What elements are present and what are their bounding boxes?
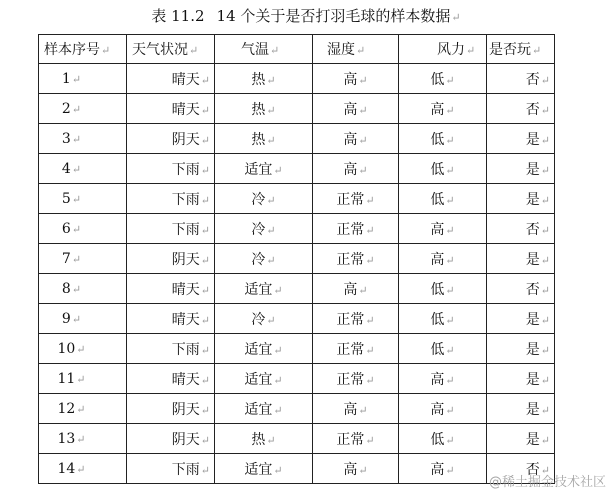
paragraph-mark-icon: ↵ xyxy=(445,313,455,327)
outlook-cell: 下雨↵ xyxy=(127,154,215,184)
play-cell: 否↵ xyxy=(487,94,555,124)
temperature-cell: 适宜↵ xyxy=(215,154,313,184)
paragraph-mark-icon: ↵ xyxy=(266,433,276,447)
paragraph-mark-icon: ↵ xyxy=(200,223,210,237)
wind-cell: 低↵ xyxy=(399,184,487,214)
temperature-cell: 热↵ xyxy=(215,64,313,94)
table-row xyxy=(39,454,555,484)
paragraph-mark-icon: ↵ xyxy=(200,403,210,417)
temperature-cell: 适宜↵ xyxy=(215,364,313,394)
paragraph-mark-icon: ↵ xyxy=(540,283,550,297)
paragraph-mark-icon: ↵ xyxy=(358,73,368,87)
paragraph-mark-icon: ↵ xyxy=(266,73,276,87)
temperature-cell: 冷↵ xyxy=(215,304,313,334)
watermark: @稀土掘金技术社区 xyxy=(488,475,606,490)
paragraph-mark-icon: ↵ xyxy=(71,282,82,296)
paragraph-mark-icon: ↵ xyxy=(540,403,550,417)
paragraph-mark-icon: ↵ xyxy=(358,103,368,117)
paragraph-mark-icon: ↵ xyxy=(358,133,368,147)
paragraph-mark-icon: ↵ xyxy=(200,463,210,477)
humidity-cell: 正常↵ xyxy=(313,184,399,214)
header-cell-play: 是否玩↵ xyxy=(487,35,555,64)
table-row xyxy=(39,394,555,424)
paragraph-mark-icon: ↵ xyxy=(273,463,283,477)
outlook-cell: 阴天↵ xyxy=(127,394,215,424)
play-cell: 否↵ xyxy=(487,214,555,244)
paragraph-mark-icon: ↵ xyxy=(270,44,280,57)
play-cell: 是↵ xyxy=(487,334,555,364)
paragraph-mark-icon: ↵ xyxy=(445,133,455,147)
paragraph-mark-icon: ↵ xyxy=(532,44,542,57)
play-cell: 是↵ xyxy=(487,154,555,184)
sample-id-cell: 3↵ xyxy=(39,124,127,154)
paragraph-mark-icon: ↵ xyxy=(273,283,283,297)
paragraph-mark-icon: ↵ xyxy=(445,463,455,477)
paragraph-mark-icon: ↵ xyxy=(273,163,283,177)
sample-id-cell: 6↵ xyxy=(39,214,127,244)
outlook-cell: 晴天↵ xyxy=(127,94,215,124)
paragraph-mark-icon: ↵ xyxy=(71,102,82,116)
paragraph-mark-icon: ↵ xyxy=(358,463,368,477)
paragraph-mark-icon: ↵ xyxy=(266,133,276,147)
outlook-cell: 下雨↵ xyxy=(127,334,215,364)
paragraph-mark-icon: ↵ xyxy=(273,403,283,417)
humidity-cell: 高↵ xyxy=(313,394,399,424)
wind-cell: 高↵ xyxy=(399,454,487,484)
sample-id-cell: 11↵ xyxy=(39,364,127,394)
temperature-cell: 冷↵ xyxy=(215,244,313,274)
paragraph-mark-icon: ↵ xyxy=(71,132,82,146)
wind-cell: 高↵ xyxy=(399,364,487,394)
humidity-cell: 高↵ xyxy=(313,274,399,304)
paragraph-mark-icon: ↵ xyxy=(71,312,82,326)
paragraph-mark-icon: ↵ xyxy=(540,313,550,327)
caption-title: 14 个关于是否打羽毛球的样本数据 xyxy=(216,7,451,25)
wind-cell: 低↵ xyxy=(399,64,487,94)
table-row xyxy=(39,274,555,304)
humidity-cell: 正常↵ xyxy=(313,244,399,274)
table-row xyxy=(39,154,555,184)
humidity-cell: 正常↵ xyxy=(313,304,399,334)
sample-id-cell: 8↵ xyxy=(39,274,127,304)
outlook-cell: 下雨↵ xyxy=(127,454,215,484)
sample-id-cell: 13↵ xyxy=(39,424,127,454)
paragraph-mark-icon: ↵ xyxy=(200,313,210,327)
header-cell-temperature: 气温↵ xyxy=(215,35,313,64)
outlook-cell: 阴天↵ xyxy=(127,244,215,274)
wind-cell: 低↵ xyxy=(399,154,487,184)
paragraph-mark-icon: ↵ xyxy=(71,192,82,206)
paragraph-mark-icon: ↵ xyxy=(540,163,550,177)
paragraph-mark-icon: ↵ xyxy=(540,133,550,147)
table-row xyxy=(39,64,555,94)
paragraph-mark-icon: ↵ xyxy=(200,283,210,297)
paragraph-mark-icon: ↵ xyxy=(466,44,476,57)
paragraph-mark-icon: ↵ xyxy=(358,283,368,297)
paragraph-mark-icon: ↵ xyxy=(76,402,86,416)
paragraph-mark-icon: ↵ xyxy=(71,162,82,176)
paragraph-mark-icon: ↵ xyxy=(200,103,210,117)
table-row xyxy=(39,124,555,154)
wind-cell: 低↵ xyxy=(399,124,487,154)
sample-id-cell: 12↵ xyxy=(39,394,127,424)
sample-data-table xyxy=(38,34,555,484)
paragraph-mark-icon: ↵ xyxy=(445,103,455,117)
paragraph-mark-icon: ↵ xyxy=(76,372,86,386)
paragraph-mark-icon: ↵ xyxy=(358,403,368,417)
header-cell-sample-id: 样本序号↵ xyxy=(39,35,127,64)
humidity-cell: 高↵ xyxy=(313,454,399,484)
paragraph-mark-icon: ↵ xyxy=(76,432,86,446)
humidity-cell: 正常↵ xyxy=(313,334,399,364)
paragraph-mark-icon: ↵ xyxy=(200,133,210,147)
paragraph-mark-icon: ↵ xyxy=(365,223,375,237)
play-cell: 是↵ xyxy=(487,244,555,274)
paragraph-mark-icon: ↵ xyxy=(200,193,210,207)
paragraph-mark-icon: ↵ xyxy=(445,373,455,387)
paragraph-mark-icon: ↵ xyxy=(200,433,210,447)
play-cell: 是↵ xyxy=(487,394,555,424)
wind-cell: 高↵ xyxy=(399,94,487,124)
paragraph-mark-icon: ↵ xyxy=(365,313,375,327)
play-cell: 否↵ xyxy=(487,274,555,304)
header-cell-humidity: 湿度↵ xyxy=(313,35,399,64)
sample-id-cell: 9↵ xyxy=(39,304,127,334)
wind-cell: 低↵ xyxy=(399,274,487,304)
paragraph-mark-icon: ↵ xyxy=(445,193,455,207)
wind-cell: 高↵ xyxy=(399,394,487,424)
paragraph-mark-icon: ↵ xyxy=(200,163,210,177)
play-cell: 是↵ xyxy=(487,124,555,154)
temperature-cell: 冷↵ xyxy=(215,214,313,244)
paragraph-mark-icon: ↵ xyxy=(445,283,455,297)
play-cell: 是↵ xyxy=(487,364,555,394)
sample-id-cell: 1↵ xyxy=(39,64,127,94)
sample-id-cell: 5↵ xyxy=(39,184,127,214)
temperature-cell: 冷↵ xyxy=(215,184,313,214)
header-cell-wind: 风力↵ xyxy=(399,35,487,64)
paragraph-mark-icon: ↵ xyxy=(266,313,276,327)
table-row xyxy=(39,334,555,364)
paragraph-mark-icon: ↵ xyxy=(540,193,550,207)
sample-id-cell: 14↵ xyxy=(39,454,127,484)
paragraph-mark-icon: ↵ xyxy=(266,193,276,207)
paragraph-mark-icon: ↵ xyxy=(540,343,550,357)
temperature-cell: 热↵ xyxy=(215,94,313,124)
paragraph-mark-icon: ↵ xyxy=(451,11,461,24)
paragraph-mark-icon: ↵ xyxy=(266,103,276,117)
paragraph-mark-icon: ↵ xyxy=(71,222,82,236)
paragraph-mark-icon: ↵ xyxy=(189,44,199,57)
play-cell: 是↵ xyxy=(487,424,555,454)
outlook-cell: 晴天↵ xyxy=(127,364,215,394)
paragraph-mark-icon: ↵ xyxy=(200,343,210,357)
humidity-cell: 正常↵ xyxy=(313,424,399,454)
paragraph-mark-icon: ↵ xyxy=(540,373,550,387)
header-cell-outlook: 天气状况↵ xyxy=(127,35,215,64)
wind-cell: 高↵ xyxy=(399,214,487,244)
outlook-cell: 晴天↵ xyxy=(127,274,215,304)
temperature-cell: 适宜↵ xyxy=(215,394,313,424)
paragraph-mark-icon: ↵ xyxy=(445,253,455,267)
wind-cell: 低↵ xyxy=(399,334,487,364)
paragraph-mark-icon: ↵ xyxy=(365,373,375,387)
humidity-cell: 高↵ xyxy=(313,64,399,94)
paragraph-mark-icon: ↵ xyxy=(266,253,276,267)
paragraph-mark-icon: ↵ xyxy=(540,253,550,267)
wind-cell: 低↵ xyxy=(399,304,487,334)
paragraph-mark-icon: ↵ xyxy=(445,163,455,177)
paragraph-mark-icon: ↵ xyxy=(365,343,375,357)
table-row xyxy=(39,364,555,394)
humidity-cell: 正常↵ xyxy=(313,364,399,394)
humidity-cell: 正常↵ xyxy=(313,214,399,244)
paragraph-mark-icon: ↵ xyxy=(540,433,550,447)
table-row xyxy=(39,244,555,274)
paragraph-mark-icon: ↵ xyxy=(356,44,366,57)
paragraph-mark-icon: ↵ xyxy=(445,343,455,357)
outlook-cell: 下雨↵ xyxy=(127,214,215,244)
paragraph-mark-icon: ↵ xyxy=(266,223,276,237)
outlook-cell: 晴天↵ xyxy=(127,64,215,94)
paragraph-mark-icon: ↵ xyxy=(101,44,111,57)
paragraph-mark-icon: ↵ xyxy=(71,252,82,266)
paragraph-mark-icon: ↵ xyxy=(445,433,455,447)
humidity-cell: 高↵ xyxy=(313,154,399,184)
paragraph-mark-icon: ↵ xyxy=(273,373,283,387)
table-header-row xyxy=(39,35,555,64)
humidity-cell: 高↵ xyxy=(313,94,399,124)
outlook-cell: 晴天↵ xyxy=(127,304,215,334)
paragraph-mark-icon: ↵ xyxy=(76,462,86,476)
caption-number: 表 11.2 xyxy=(151,7,205,25)
play-cell: 否↵ xyxy=(487,64,555,94)
table-row xyxy=(39,304,555,334)
paragraph-mark-icon: ↵ xyxy=(365,253,375,267)
paragraph-mark-icon: ↵ xyxy=(540,463,550,477)
paragraph-mark-icon: ↵ xyxy=(445,223,455,237)
paragraph-mark-icon: ↵ xyxy=(445,73,455,87)
humidity-cell: 高↵ xyxy=(313,124,399,154)
sample-id-cell: 4↵ xyxy=(39,154,127,184)
temperature-cell: 热↵ xyxy=(215,124,313,154)
paragraph-mark-icon: ↵ xyxy=(200,253,210,267)
sample-id-cell: 7↵ xyxy=(39,244,127,274)
play-cell: 是↵ xyxy=(487,184,555,214)
play-cell: 是↵ xyxy=(487,304,555,334)
outlook-cell: 阴天↵ xyxy=(127,424,215,454)
temperature-cell: 适宜↵ xyxy=(215,274,313,304)
paragraph-mark-icon: ↵ xyxy=(540,223,550,237)
table-row xyxy=(39,94,555,124)
paragraph-mark-icon: ↵ xyxy=(445,403,455,417)
table-row xyxy=(39,184,555,214)
table-row xyxy=(39,214,555,244)
paragraph-mark-icon: ↵ xyxy=(540,103,550,117)
paragraph-mark-icon: ↵ xyxy=(200,73,210,87)
sample-id-cell: 2↵ xyxy=(39,94,127,124)
paragraph-mark-icon: ↵ xyxy=(365,433,375,447)
paragraph-mark-icon: ↵ xyxy=(76,342,86,356)
temperature-cell: 热↵ xyxy=(215,424,313,454)
paragraph-mark-icon: ↵ xyxy=(273,343,283,357)
sample-id-cell: 10↵ xyxy=(39,334,127,364)
paragraph-mark-icon: ↵ xyxy=(540,73,550,87)
paragraph-mark-icon: ↵ xyxy=(358,163,368,177)
table-row xyxy=(39,424,555,454)
temperature-cell: 适宜↵ xyxy=(215,454,313,484)
paragraph-mark-icon: ↵ xyxy=(71,72,82,86)
paragraph-mark-icon: ↵ xyxy=(200,373,210,387)
play-cell: 否↵ xyxy=(487,454,555,484)
outlook-cell: 下雨↵ xyxy=(127,184,215,214)
table-caption xyxy=(0,6,612,28)
outlook-cell: 阴天↵ xyxy=(127,124,215,154)
temperature-cell: 适宜↵ xyxy=(215,334,313,364)
wind-cell: 高↵ xyxy=(399,244,487,274)
paragraph-mark-icon: ↵ xyxy=(365,193,375,207)
wind-cell: 低↵ xyxy=(399,424,487,454)
